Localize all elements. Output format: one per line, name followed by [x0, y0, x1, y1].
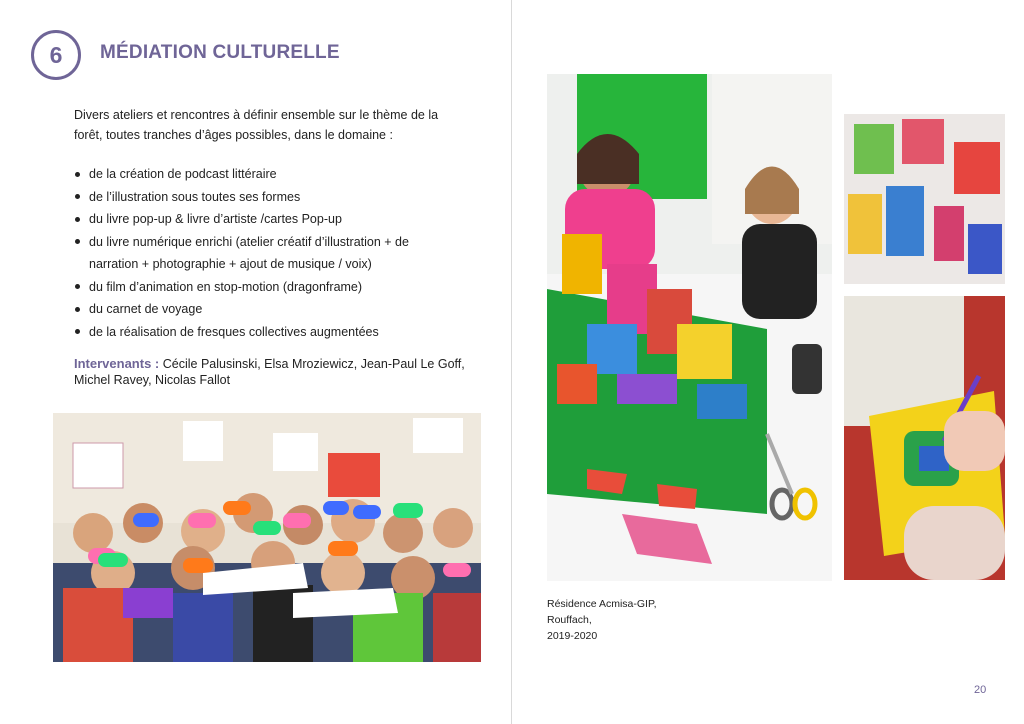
photo-caption: [547, 596, 657, 644]
caption-line: Résidence Acmisa-GIP,: [547, 598, 657, 610]
section-number-badge: 6: [31, 30, 81, 80]
tree-drawings-illustration: [844, 114, 1005, 284]
section-title: MÉDIATION CULTURELLE: [100, 42, 340, 63]
list-item: du carnet de voyage: [74, 298, 454, 321]
list-item: du livre numérique enrichi (atelier créatif d’illustration + de narration + photographie + ajout de musique / voix): [74, 231, 454, 276]
coloring-photo: [844, 296, 1005, 580]
list-item: de l’illustration sous toutes ses formes: [74, 186, 454, 209]
workshop-photo-main: [547, 74, 832, 581]
tree-drawings-photo: [844, 114, 1005, 284]
intervenants-paragraph: [74, 356, 474, 388]
intro-paragraph: Divers ateliers et rencontres à définir ensemble sur le thème de la forêt, toutes tranches d’âges possibles, dans le domaine :: [74, 108, 439, 142]
caption-line: 2019-2020: [547, 630, 598, 642]
page-number: 20: [974, 684, 987, 696]
left-page: [0, 0, 511, 724]
caption-line: Rouffach,: [547, 614, 592, 626]
list-item: de la réalisation de fresques collectives augmentées: [74, 321, 454, 344]
intervenants-names: Cécile Palusinski, Elsa Mroziewicz, Jean-Paul Le Goff, Michel Ravey, Nicolas Fallot: [74, 357, 465, 387]
list-item: du film d’animation en stop-motion (dragonframe): [74, 276, 454, 299]
list-item: du livre pop-up & livre d’artiste /cartes Pop-up: [74, 208, 454, 231]
intervenants-label: Intervenants :: [74, 356, 160, 371]
list-item: de la création de podcast littéraire: [74, 163, 454, 186]
coloring-illustration: [844, 296, 1005, 580]
workshop-photo-main-illustration: [547, 74, 832, 581]
activities-list: [74, 163, 454, 343]
group-photo-illustration: [53, 413, 481, 662]
group-photo: [53, 413, 481, 662]
